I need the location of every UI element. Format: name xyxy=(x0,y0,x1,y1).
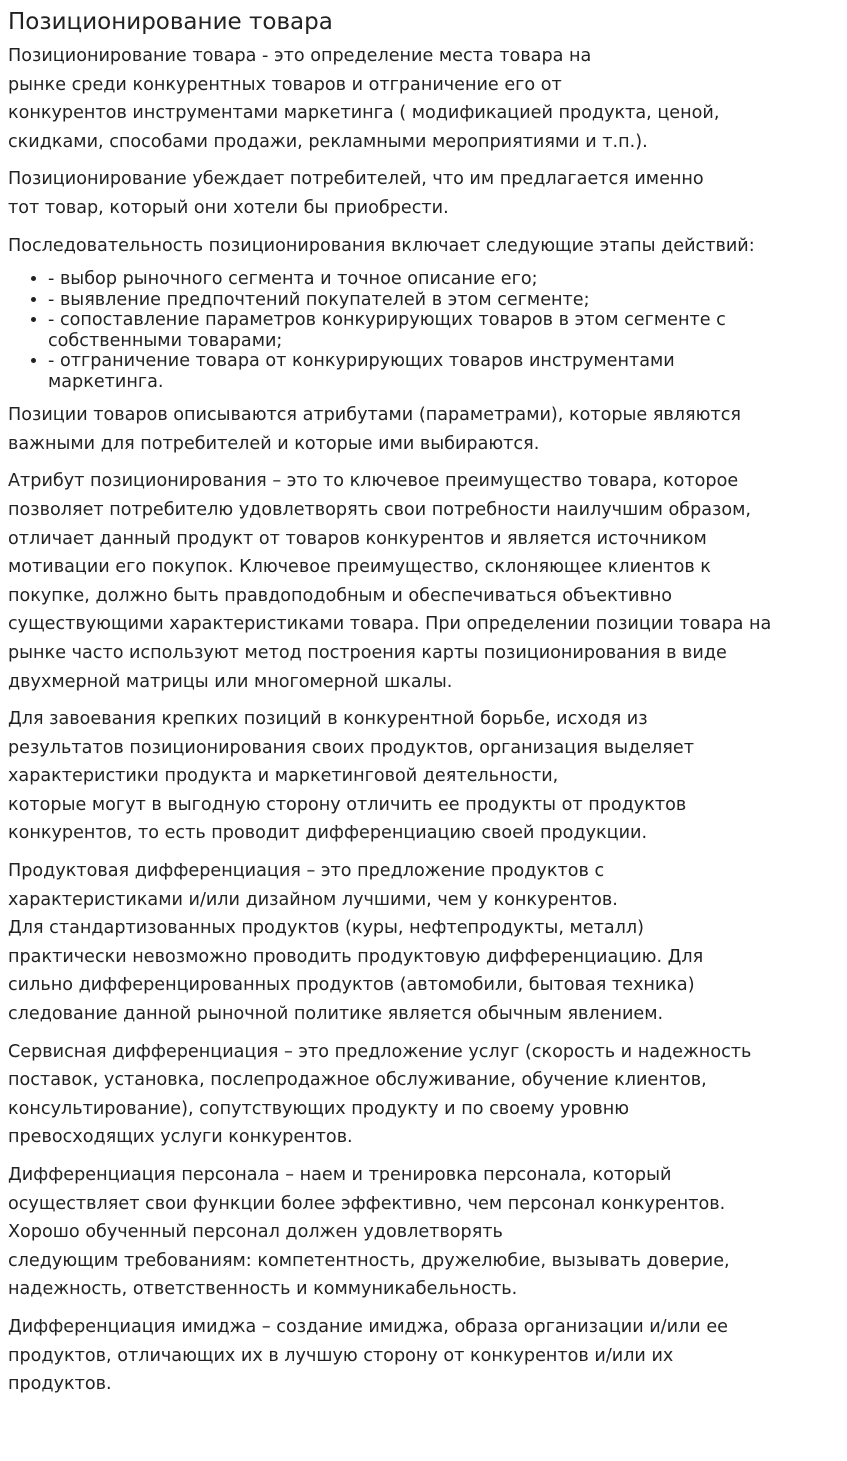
list-item xyxy=(48,351,839,392)
paragraph-product-differentiation xyxy=(8,857,839,1029)
text-line: двухмерной матрицы или многомерной шкалы. xyxy=(8,671,453,692)
text-line: Позиционирование убеждает потребителей, что им предлагается именно xyxy=(8,169,704,190)
text-line: • - сопоставление параметров конкурирующих товаров в этом сегменте с xyxy=(48,310,726,331)
text-line: практически невозможно проводить продуктовую дифференциацию. Для xyxy=(8,946,704,967)
text-line: Позиции товаров описываются атрибутами (параметрами), которые являются xyxy=(8,405,741,426)
paragraph-persuasion xyxy=(8,165,839,222)
text-line: существующими характеристиками товара. При определении позиции товара на xyxy=(8,614,772,635)
text-line: характеристики продукта и маркетинговой деятельности, xyxy=(8,766,559,787)
paragraph-differentiation xyxy=(8,705,839,848)
text-line: результатов позиционирования своих продуктов, организация выделяет xyxy=(8,737,694,758)
text-line: маркетинга. xyxy=(48,371,164,392)
text-line: покупке, должно быть правдоподобным и обеспечиваться объективно xyxy=(8,585,673,606)
text-line: важными для потребителей и которые ими выбираются. xyxy=(8,433,540,454)
text-line: Продуктовая дифференциация – это предложение продуктов с xyxy=(8,861,605,882)
text-line: Для стандартизованных продуктов (куры, нефтепродукты, металл) xyxy=(8,918,644,939)
list-item xyxy=(48,310,839,351)
paragraph-positioning-attribute xyxy=(8,467,839,696)
text-line: Дифференциация персонала – наем и тренировка персонала, который xyxy=(8,1165,672,1185)
text-line: поставок, установка, послепродажное обслуживание, обучение клиентов, xyxy=(8,1070,707,1091)
text-line: Последовательность позиционирования включает следующие этапы действий: xyxy=(8,235,755,256)
text-line: Сервисная дифференциация – это предложение услуг (скорость и надежность xyxy=(8,1041,752,1062)
text-line: следующим требованиям: компетентность, дружелюбие, вызывать доверие, xyxy=(8,1250,730,1271)
paragraph-image-differentiation xyxy=(8,1313,839,1399)
text-line: отличает данный продукт от товаров конкурентов и является источником xyxy=(8,528,707,549)
text-line: позволяет потребителю удовлетворять свои потребности наилучшим образом, xyxy=(8,499,752,520)
page-title: Позиционирование товара xyxy=(8,9,333,35)
paragraph-attributes xyxy=(8,401,839,458)
text-line: • - выбор рыночного сегмента и точное описание его; xyxy=(48,269,538,290)
steps-list xyxy=(8,269,839,392)
text-line: характеристиками и/или дизайном лучшими, чем у конкурентов. xyxy=(8,889,618,910)
text-line: конкурентов инструментами маркетинга ( модификацией продукта, ценой, xyxy=(8,103,720,124)
text-line: конкурентов, то есть проводит дифференциацию своей продукции. xyxy=(8,823,648,844)
text-line: • - выявление предпочтений покупателей в этом сегменте; xyxy=(48,289,590,310)
text-line: Дифференциация имиджа – создание имиджа, образа организации и/или ее xyxy=(8,1316,728,1337)
list-item xyxy=(48,269,839,290)
text-line: надежность, ответственность и коммуникабельность. xyxy=(8,1279,518,1300)
text-line: Атрибут позиционирования – это то ключевое преимущество товара, которое xyxy=(8,471,739,492)
text-line: Позиционирование товара - это определение места товара на xyxy=(8,46,592,66)
text-line: Хорошо обученный персонал должен удовлетворять xyxy=(8,1222,503,1243)
text-line: мотивации его покупок. Ключевое преимущество, склоняющее клиентов к xyxy=(8,557,711,578)
text-line: превосходящих услуги конкурентов. xyxy=(8,1127,353,1148)
text-line: Для завоевания крепких позиций в конкурентной борьбе, исходя из xyxy=(8,709,648,730)
paragraph-personnel-differentiation xyxy=(8,1161,839,1304)
text-line: рынке среди конкурентных товаров и отграничение его от xyxy=(8,74,562,95)
text-line: • - отграничение товара от конкурирующих товаров инструментами xyxy=(48,351,675,372)
text-line: которые могут в выгодную сторону отличить ее продукты от продуктов xyxy=(8,794,687,815)
text-line: тот товар, который они хотели бы приобрести. xyxy=(8,197,449,218)
list-item xyxy=(48,290,839,311)
paragraph-steps-intro xyxy=(8,232,839,261)
text-line: следование данной рыночной политике является обычным явлением. xyxy=(8,1004,664,1025)
paragraph-service-differentiation xyxy=(8,1038,839,1152)
text-line: собственными товарами; xyxy=(48,330,283,351)
text-line: рынке часто используют метод построения карты позиционирования в виде xyxy=(8,642,727,663)
text-line: продуктов. xyxy=(8,1374,112,1395)
paragraph-definition xyxy=(8,42,839,156)
text-line: осуществляет свои функции более эффективно, чем персонал конкурентов. xyxy=(8,1193,726,1214)
text-line: сильно дифференцированных продуктов (автомобили, бытовая техника) xyxy=(8,975,695,996)
text-line: продуктов, отличающих их в лучшую сторону от конкурентов и/или их xyxy=(8,1345,674,1366)
text-line: скидками, способами продажи, рекламными мероприятиями и т.п.). xyxy=(8,131,648,152)
text-line: консультирование), сопутствующих продукту и по своему уровню xyxy=(8,1098,630,1119)
